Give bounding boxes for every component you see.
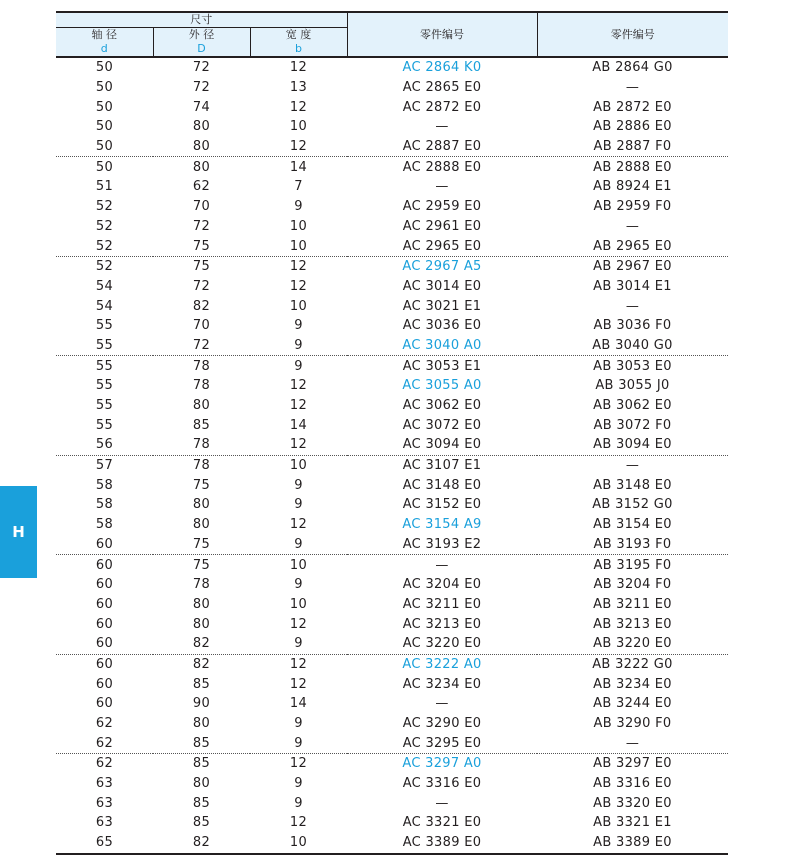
part-number-b-cell: AB 2872 E0: [593, 99, 672, 115]
width-cell: 12: [289, 278, 308, 294]
outer-diameter-cell: 80: [192, 776, 211, 792]
table-row: [56, 495, 728, 515]
shaft-diameter-cell: 58: [95, 517, 114, 533]
part-number-a-cell: AC 3316 E0: [402, 776, 482, 792]
shaft-diameter-cell: 62: [95, 716, 114, 732]
outer-diameter-cell: 80: [192, 596, 211, 612]
part-number-a-cell: AC 3297 A0: [402, 756, 482, 772]
width-cell: 12: [289, 815, 308, 831]
part-number-a-cell: AC 3234 E0: [402, 676, 482, 692]
table-row: [56, 236, 728, 256]
shaft-diameter-cell: 62: [56, 733, 153, 753]
table-row: [56, 694, 728, 714]
table-row: [56, 157, 728, 177]
table-row: [56, 575, 728, 595]
shaft-diameter-symbol: d: [56, 42, 153, 57]
outer-diameter-cell: 85: [192, 676, 211, 692]
part-number-b-cell: AB 3220 E0: [537, 634, 728, 654]
part-number-b-cell: AB 3321 E1: [593, 815, 672, 831]
width-cell: 10: [250, 833, 347, 854]
shaft-diameter-cell: 54: [95, 298, 114, 314]
part-number-a-cell: AC 3154 A9: [402, 517, 482, 533]
table-row: [56, 117, 728, 137]
part-number-a-cell: AC 3222 A0: [402, 656, 482, 672]
part-number-a-cell: AC 3213 E0: [402, 616, 482, 632]
width-cell: 12: [289, 756, 308, 772]
outer-diameter-cell: 78: [192, 458, 211, 474]
width-cell: 9: [250, 733, 347, 753]
part-number-a-cell: AC 3193 E2: [347, 535, 537, 555]
part-number-b-cell: AB 3014 E1: [593, 278, 672, 294]
width-header: 宽 度: [250, 28, 347, 43]
outer-diameter-cell: 82: [153, 833, 250, 854]
table-row: [56, 356, 728, 376]
outer-diameter-cell: 78: [192, 378, 211, 394]
part-number-b-cell: AB 3213 E0: [593, 616, 672, 632]
width-cell: 9: [250, 336, 347, 356]
part-number-b-cell: —: [625, 298, 640, 314]
table-row: [56, 57, 728, 78]
outer-diameter-cell: 70: [192, 199, 211, 215]
shaft-diameter-cell: 60: [95, 676, 114, 692]
outer-diameter-cell: 72: [192, 278, 211, 294]
shaft-diameter-cell: 55: [95, 358, 114, 374]
width-cell: 9: [294, 497, 303, 513]
shaft-diameter-cell: 60: [56, 634, 153, 654]
part-number-a-cell: AC 3204 E0: [402, 577, 482, 593]
table-body: [56, 57, 728, 854]
outer-diameter-cell: 82: [153, 634, 250, 654]
part-number-b-cell: AB 3297 E0: [593, 756, 672, 772]
width-cell: 12: [250, 137, 347, 157]
outer-diameter-cell: 75: [153, 236, 250, 256]
part-number-a-cell: AC 2959 E0: [402, 199, 482, 215]
part-number-a-cell: —: [435, 557, 449, 573]
width-cell: 12: [289, 517, 308, 533]
table-row: [56, 634, 728, 654]
outer-diameter-cell: 85: [192, 795, 211, 811]
table-row: [56, 654, 728, 674]
outer-diameter-cell: 78: [192, 358, 211, 374]
shaft-diameter-cell: 62: [95, 756, 114, 772]
shaft-diameter-cell: 55: [95, 398, 114, 414]
outer-diameter-cell: 74: [192, 99, 211, 115]
part-number-b-cell: AB 3036 F0: [593, 318, 672, 334]
part-number-b-cell: AB 3320 E0: [593, 795, 672, 811]
part-number-a-cell: —: [435, 696, 449, 712]
width-cell: 14: [289, 159, 308, 175]
part-number-a-cell: AC 3062 E0: [402, 398, 482, 414]
part-number-a-cell: AC 2872 E0: [402, 99, 482, 115]
width-cell: 9: [294, 318, 303, 334]
shaft-diameter-cell: 60: [95, 656, 114, 672]
part-number-b-cell: AB 8924 E1: [593, 179, 672, 195]
outer-diameter-cell: 80: [192, 497, 211, 513]
part-number-a-cell: AC 3321 E0: [402, 815, 482, 831]
part-number-b-cell: AB 3234 E0: [593, 676, 672, 692]
width-cell: 10: [289, 596, 308, 612]
shaft-diameter-cell: 54: [95, 278, 114, 294]
part-number-b-cell: AB 3094 E0: [537, 435, 728, 455]
part-number-a-cell: AC 3152 E0: [402, 497, 482, 513]
shaft-diameter-cell: 63: [95, 815, 114, 831]
shaft-diameter-cell: 55: [95, 378, 114, 394]
part-number-a-cell: AC 3053 E1: [402, 358, 482, 374]
table-row: [56, 137, 728, 157]
part-number-b-cell: AB 2967 E0: [593, 259, 672, 275]
width-cell: 7: [294, 179, 303, 195]
width-cell: 12: [289, 616, 308, 632]
table-row: [56, 813, 728, 833]
part-number-a-cell: AC 3055 A0: [402, 378, 482, 394]
part-number-b-cell: AB 2864 G0: [592, 60, 673, 76]
part-number-a-cell: AC 2888 E0: [402, 159, 482, 175]
table-row: [56, 197, 728, 217]
part-number-a-cell: AC 2965 E0: [347, 236, 537, 256]
width-cell: 9: [294, 477, 303, 493]
part-number-a-cell: AC 3072 E0: [402, 417, 482, 433]
shaft-diameter-header: 轴 径: [56, 28, 153, 43]
part-number-a-cell: AC 2887 E0: [347, 137, 537, 157]
shaft-diameter-cell: 63: [95, 795, 114, 811]
shaft-diameter-cell: 65: [56, 833, 153, 854]
shaft-diameter-cell: 50: [95, 159, 114, 175]
width-cell: 10: [289, 119, 308, 135]
width-cell: 12: [289, 259, 308, 275]
part-number-a-cell: AC 3094 E0: [347, 435, 537, 455]
part-number-b-cell: —: [625, 218, 640, 234]
width-cell: 9: [294, 716, 303, 732]
width-cell: 9: [294, 358, 303, 374]
part-number-b-cell: AB 2888 E0: [593, 159, 672, 175]
outer-diameter-cell: 85: [192, 815, 211, 831]
shaft-diameter-cell: 50: [95, 60, 114, 76]
shaft-diameter-cell: 60: [95, 557, 114, 573]
table-row: [56, 714, 728, 734]
outer-diameter-cell: 85: [153, 733, 250, 753]
table-row: [56, 674, 728, 694]
width-cell: 12: [289, 60, 308, 76]
table-row: [56, 296, 728, 316]
shaft-diameter-cell: 60: [95, 616, 114, 632]
shaft-diameter-cell: 63: [95, 776, 114, 792]
part-number-a-cell: AC 3211 E0: [402, 596, 482, 612]
part-number-b-cell: —: [537, 733, 728, 753]
outer-diameter-cell: 62: [192, 179, 211, 195]
shaft-diameter-cell: 60: [95, 696, 114, 712]
part-number-b-cell: AB 3316 E0: [593, 776, 672, 792]
part-number-a-cell: AC 3148 E0: [402, 477, 482, 493]
part-number-b-header: 零件编号: [537, 12, 728, 57]
table-row: [56, 78, 728, 98]
table-row: [56, 217, 728, 237]
table-row: [56, 793, 728, 813]
part-number-a-cell: AC 2961 E0: [402, 218, 482, 234]
width-cell: 13: [289, 80, 308, 96]
width-symbol: b: [250, 42, 347, 57]
outer-diameter-cell: 78: [153, 435, 250, 455]
part-number-b-cell: AB 3211 E0: [593, 596, 672, 612]
outer-diameter-cell: 80: [153, 137, 250, 157]
table-row: [56, 754, 728, 774]
part-number-b-cell: AB 2965 E0: [537, 236, 728, 256]
part-number-a-cell: AC 3389 E0: [347, 833, 537, 854]
part-number-a-cell: AC 3021 E1: [402, 298, 482, 314]
part-number-a-cell: AC 3107 E1: [402, 458, 482, 474]
outer-diameter-cell: 75: [192, 477, 211, 493]
width-cell: 9: [250, 634, 347, 654]
outer-diameter-cell: 80: [192, 119, 211, 135]
shaft-diameter-cell: 52: [56, 236, 153, 256]
outer-diameter-cell: 80: [192, 517, 211, 533]
part-number-a-cell: —: [435, 119, 449, 135]
table-row: [56, 316, 728, 336]
part-number-b-cell: AB 2886 E0: [593, 119, 672, 135]
part-number-b-cell: AB 2887 F0: [537, 137, 728, 157]
width-cell: 10: [289, 218, 308, 234]
outer-diameter-cell: 82: [192, 298, 211, 314]
width-cell: 10: [289, 557, 308, 573]
outer-diameter-cell: 72: [192, 60, 211, 76]
part-number-b-cell: —: [625, 80, 640, 96]
dimensions-header: 尺寸: [56, 12, 347, 28]
shaft-diameter-cell: 60: [56, 535, 153, 555]
part-number-b-cell: AB 3062 E0: [593, 398, 672, 414]
part-number-b-cell: AB 3040 G0: [537, 336, 728, 356]
table-row: [56, 595, 728, 615]
table-row: [56, 475, 728, 495]
width-cell: 12: [289, 676, 308, 692]
table-row: [56, 535, 728, 555]
table-row: [56, 415, 728, 435]
width-cell: 12: [289, 398, 308, 414]
shaft-diameter-cell: 57: [95, 458, 114, 474]
part-number-b-cell: AB 3148 E0: [593, 477, 672, 493]
outer-diameter-cell: 72: [192, 218, 211, 234]
part-number-a-cell: AC 2864 K0: [402, 60, 482, 76]
table-row: [56, 97, 728, 117]
part-number-b-cell: AB 3152 G0: [592, 497, 673, 513]
outer-diameter-cell: 75: [192, 557, 211, 573]
part-number-b-cell: AB 3244 E0: [593, 696, 672, 712]
width-cell: 14: [289, 696, 308, 712]
shaft-diameter-cell: 50: [95, 119, 114, 135]
part-number-b-cell: AB 3222 G0: [592, 656, 673, 672]
outer-diameter-cell: 80: [192, 398, 211, 414]
table-row: [56, 614, 728, 634]
shaft-diameter-cell: 55: [95, 417, 114, 433]
width-cell: 9: [250, 535, 347, 555]
part-number-b-cell: AB 3290 F0: [593, 716, 672, 732]
part-number-a-header: 零件编号: [347, 12, 537, 57]
shaft-diameter-cell: 55: [56, 336, 153, 356]
width-cell: 10: [289, 298, 308, 314]
table-row: [56, 177, 728, 197]
part-number-b-cell: AB 2959 F0: [593, 199, 672, 215]
shaft-diameter-cell: 50: [56, 137, 153, 157]
part-number-a-cell: AC 3040 A0: [347, 336, 537, 356]
outer-diameter-cell: 80: [192, 716, 211, 732]
shaft-diameter-cell: 58: [95, 477, 114, 493]
outer-diameter-cell: 70: [192, 318, 211, 334]
shaft-diameter-cell: 56: [56, 435, 153, 455]
part-number-a-cell: AC 3220 E0: [347, 634, 537, 654]
table-row: [56, 833, 728, 854]
shaft-diameter-cell: 51: [95, 179, 114, 195]
outer-diameter-cell: 82: [192, 656, 211, 672]
width-cell: 12: [289, 99, 308, 115]
part-number-b-cell: AB 3154 E0: [593, 517, 672, 533]
width-cell: 10: [250, 236, 347, 256]
table-row: [56, 435, 728, 455]
table-row: [56, 733, 728, 753]
table-row: [56, 277, 728, 297]
width-cell: 9: [294, 577, 303, 593]
table-row: [56, 555, 728, 575]
shaft-diameter-cell: 55: [95, 318, 114, 334]
shaft-diameter-cell: 52: [95, 218, 114, 234]
shaft-diameter-cell: 58: [95, 497, 114, 513]
part-number-a-cell: AC 2967 A5: [402, 259, 482, 275]
part-number-b-cell: AB 3072 F0: [593, 417, 672, 433]
shaft-diameter-cell: 60: [95, 596, 114, 612]
width-cell: 9: [294, 795, 303, 811]
shaft-diameter-cell: 52: [95, 199, 114, 215]
part-number-b-cell: AB 3389 E0: [537, 833, 728, 854]
part-number-b-cell: AB 3204 F0: [593, 577, 672, 593]
table-row: [56, 376, 728, 396]
part-number-b-cell: —: [625, 458, 640, 474]
section-tab: H: [0, 486, 37, 578]
width-cell: 10: [289, 458, 308, 474]
table-row: [56, 336, 728, 356]
part-number-a-cell: AC 3014 E0: [402, 278, 482, 294]
part-number-b-cell: AB 3053 E0: [593, 358, 672, 374]
outer-diameter-cell: 85: [192, 756, 211, 772]
part-number-a-cell: AC 3290 E0: [402, 716, 482, 732]
width-cell: 9: [294, 776, 303, 792]
shaft-diameter-cell: 60: [95, 577, 114, 593]
width-cell: 12: [289, 656, 308, 672]
part-number-a-cell: AC 2865 E0: [402, 80, 482, 96]
part-number-b-cell: AB 3195 F0: [593, 557, 672, 573]
outer-diameter-header: 外 径: [153, 28, 250, 43]
outer-diameter-cell: 80: [192, 616, 211, 632]
part-number-a-cell: AC 3036 E0: [402, 318, 482, 334]
outer-diameter-cell: 75: [192, 259, 211, 275]
part-number-a-cell: AC 3295 E0: [347, 733, 537, 753]
shaft-diameter-cell: 52: [95, 259, 114, 275]
table-row: [56, 396, 728, 416]
width-cell: 14: [289, 417, 308, 433]
outer-diameter-cell: 75: [153, 535, 250, 555]
outer-diameter-cell: 85: [192, 417, 211, 433]
table-row: [56, 256, 728, 276]
part-number-table: [56, 11, 728, 855]
outer-diameter-cell: 80: [192, 159, 211, 175]
table-row: [56, 455, 728, 475]
shaft-diameter-cell: 50: [95, 80, 114, 96]
outer-diameter-cell: 72: [153, 336, 250, 356]
outer-diameter-cell: 78: [192, 577, 211, 593]
width-cell: 12: [250, 435, 347, 455]
table-row: [56, 515, 728, 535]
outer-diameter-cell: 90: [192, 696, 211, 712]
part-number-b-cell: AB 3055 J0: [595, 378, 670, 394]
part-number-a-cell: —: [435, 795, 449, 811]
part-number-a-cell: —: [435, 179, 449, 195]
table-row: [56, 774, 728, 794]
shaft-diameter-cell: 50: [95, 99, 114, 115]
outer-diameter-cell: 72: [192, 80, 211, 96]
width-cell: 9: [294, 199, 303, 215]
width-cell: 12: [289, 378, 308, 394]
part-number-b-cell: AB 3193 F0: [537, 535, 728, 555]
outer-diameter-symbol: D: [153, 42, 250, 57]
